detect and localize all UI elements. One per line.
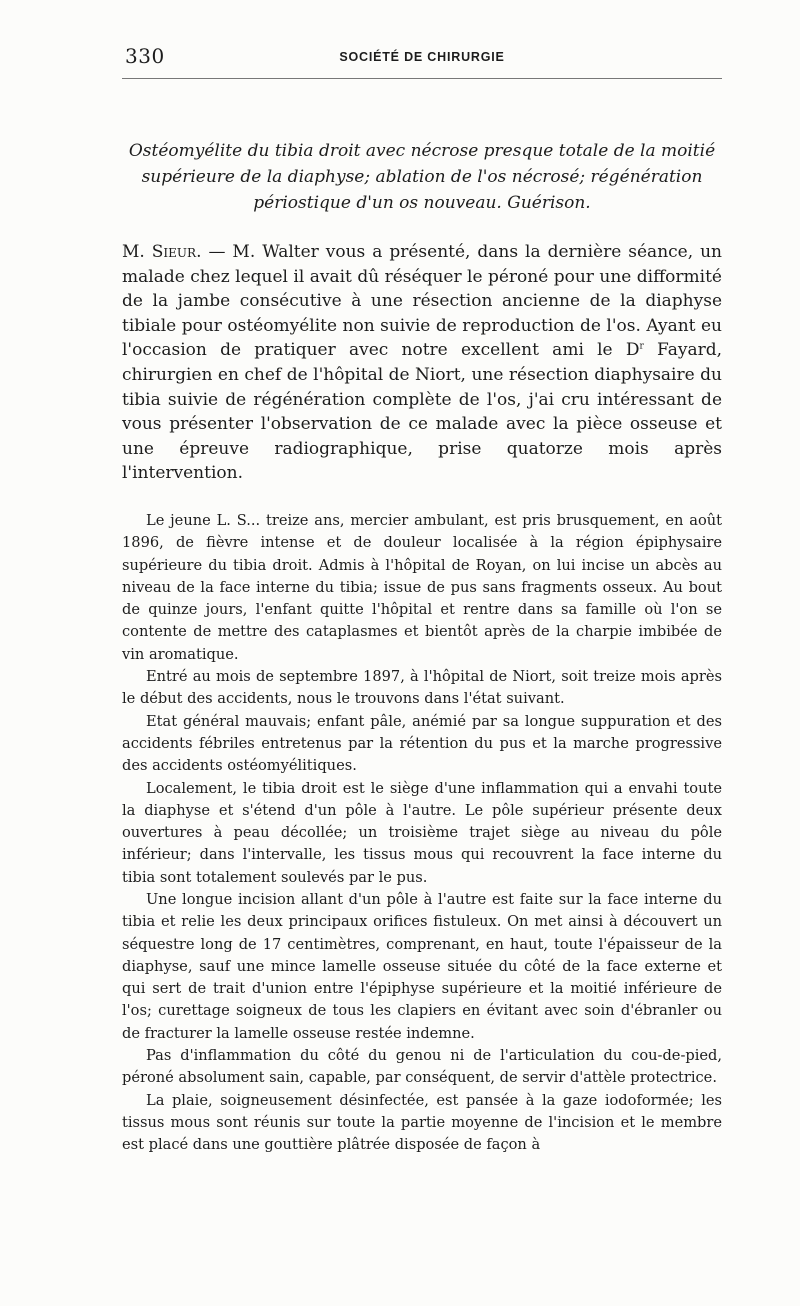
page-number: 330 xyxy=(125,44,165,68)
intro-sup: r xyxy=(639,341,644,352)
observation-paragraph: Pas d'inflammation du côté du genou ni de l'articulation du cou-de-pied, péroné absolument sain, capable, par conséquent, de servir d'attèle protectrice. xyxy=(122,1047,722,1087)
page-header xyxy=(122,40,722,70)
author-prefix: M. xyxy=(122,242,145,262)
observation-paragraph: Localement, le tibia droit est le siège d'une inflammation qui a envahi toute la diaphyse et s'étend d'un pôle à l'autre. Le pôle supérieur présente deux ouvertures à peau décollée; un troisième trajet siège au niveau du pôle inférieur; dans l'intervalle, les tissus mous qui recouvrent la face interne du tibia sont totalement soulevés par le pus. xyxy=(122,779,722,886)
observation-paragraph: Le jeune L. S... treize ans, mercier ambulant, est pris brusquement, en août 1896, de fièvre intense et de douleur localisée à la région épiphysaire supérieure du tibia droit. Admis à l'hôpital de Royan, on lui incise un abcès au niveau de la face interne du tibia; issue de pus sans fragments osseux. Au bout de quinze jours, l'enfant quitte l'hôpital et rentre dans sa famille où l'on se contente de mettre des cataplasmes et bientôt après de la charpie imbibée de vin aromatique. xyxy=(122,511,722,663)
running-head: SOCIÉTÉ DE CHIRURGIE xyxy=(339,50,505,64)
observation-body xyxy=(122,510,722,1157)
article-title: Ostéomyélite du tibia droit avec nécrose presque totale de la moitié supérieure de la diaphyse; ablation de l'os nécrosé; régénération périostique d'un os nouveau. Guérison. xyxy=(128,141,716,213)
observation-paragraph: Entré au mois de septembre 1897, à l'hôpital de Niort, soit treize mois après le début des accidents, nous le trouvons dans l'état suivant. xyxy=(122,668,722,708)
author-name: Sieur. xyxy=(151,242,202,262)
observation-paragraph: La plaie, soigneusement désinfectée, est pansée à la gaze iodoformée; les tissus mous sont réunis sur toute la partie moyenne de l'incision et le membre est placé dans une gouttière plâtrée disposée de façon à xyxy=(122,1091,722,1154)
intro-paragraph xyxy=(122,240,722,486)
observation-paragraph: Etat général mauvais; enfant pâle, anémié par sa longue suppuration et des accidents fébriles entretenus par la rétention du pus et la marche progressive des accidents ostéomyélitiques. xyxy=(122,712,722,775)
intro-text-1: — M. Walter vous a présenté, dans la dernière séance, un malade chez lequel il avait dû réséquer le péroné pour une difformité de la jambe consécutive à une résection ancienne de la diaphyse tibiale pour ostéomyélite non suivie de reproduction de l'os. Ayant eu l'occasion de pratiquer avec notre excellent ami le D xyxy=(122,242,722,361)
header-rule xyxy=(122,78,722,79)
document-page xyxy=(122,40,722,1157)
intro-text-2: Fayard, chirurgien en chef de l'hôpital de Niort, une résection diaphysaire du tibia suivie de régénération complète de l'os, j'ai cru intéressant de vous présenter l'observation de ce malade avec la pièce osseuse et une épreuve radiographique, prise quatorze mois après l'intervention. xyxy=(122,340,722,484)
observation-paragraph: Une longue incision allant d'un pôle à l'autre est faite sur la face interne du tibia et relie les deux principaux orifices fistuleux. On met ainsi à découvert un séquestre long de 17 centimètres, comprenant, en haut, toute l'épaisseur de la diaphyse, sauf une mince lamelle osseuse située du côté de la face externe et qui sert de trait d'union entre l'épiphyse supérieure et la moitié inférieure de l'os; curettage soigneux de tous les clapiers en évitant avec soin d'ébranler ou de fracturer la lamelle osseuse restée indemne. xyxy=(122,890,722,1042)
